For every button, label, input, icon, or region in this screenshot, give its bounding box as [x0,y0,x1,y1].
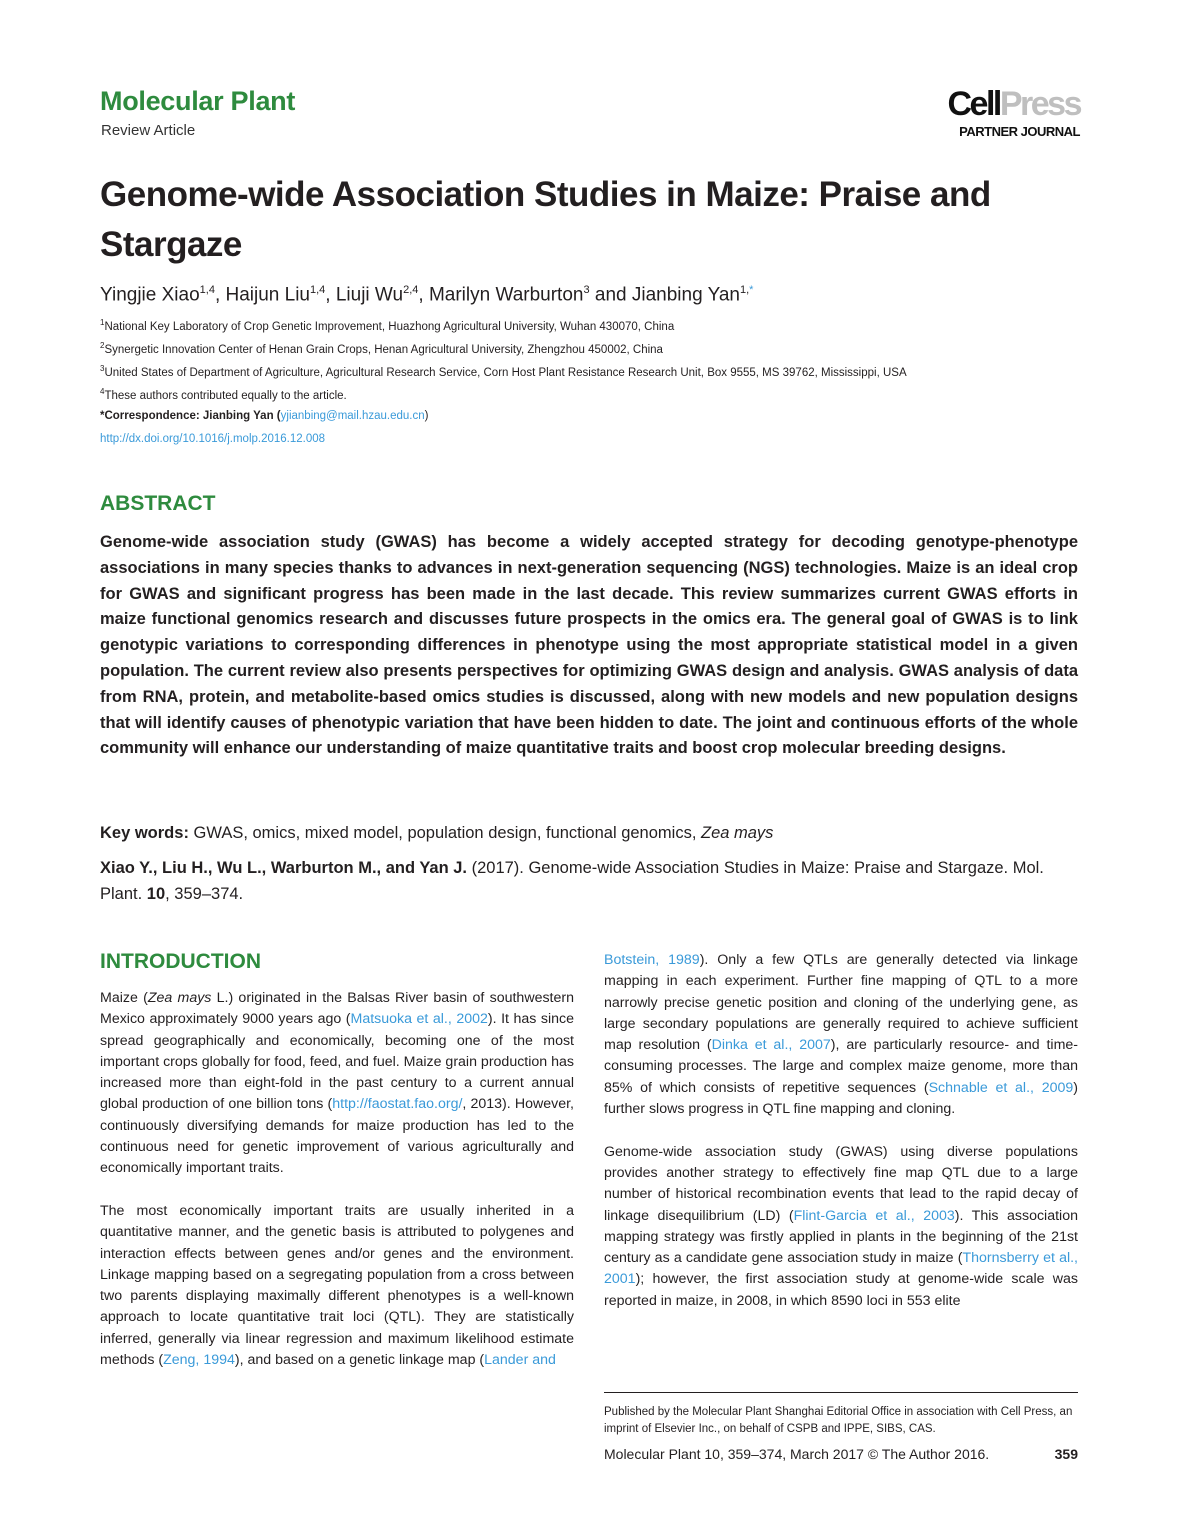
article-type: Review Article [101,122,196,139]
affiliation-2 [100,341,663,356]
body-text: ). Only a few QTLs are generally detected via linkage mapping in each experiment. Further fine mapping of QTL to a more narrowly precise genetic position and cloning of the underlying gene, as large secondary populations are generally required to achieve sufficient map resolution ( [604,952,1078,1054]
affiliation-text: These authors contributed equally to the article. [104,389,347,402]
affiliation-4 [100,387,347,402]
correspondence-symbol[interactable]: * [749,284,754,296]
author-separator: , [214,284,226,306]
reference-link[interactable]: Dinka et al., 2007 [711,1037,831,1054]
reference-link[interactable]: Thornsberry et al., 2001 [604,1250,1078,1288]
left-column [100,988,574,1371]
logo-text-press: Press [999,85,1080,123]
body-text: Maize ( [100,990,148,1006]
reference-link[interactable]: Lander and [484,1352,556,1369]
author-list [100,284,753,306]
author-affiliation-sup: 2,4 [403,284,419,296]
logo-subtitle: PARTNER JOURNAL [959,124,1080,139]
body-text: ), and based on a genetic linkage map ( [234,1352,485,1369]
body-text: ). This association mapping strategy was firstly applied in plants in the beginning of the 21st century as a candidate gene association study in maize ( [604,1207,1078,1267]
intro-paragraph [604,950,1078,1120]
body-text: L.) originated in the Balsas River basin of southwestern Mexico approximately 9000 years ago ( [100,990,574,1028]
correspondence [100,410,429,422]
author-separator: , [418,284,429,306]
keywords-italic: Zea mays [701,824,774,842]
affiliation-1 [100,318,674,333]
reference-link[interactable]: Schnable et al., 2009 [928,1079,1074,1096]
footnote-divider [604,1392,1078,1393]
correspondence-email-link[interactable]: yjianbing@mail.hzau.edu.cn [280,410,425,422]
author-affiliation-sup: 1, [739,284,750,296]
body-text: ); however, the first association study at genome-wide scale was reported in maize, in 2008, in which 8590 loci in 553 elite [604,1271,1078,1309]
author-name: Liuji Wu [335,284,404,306]
abstract-heading: ABSTRACT [100,492,216,515]
citation-authors: Xiao Y., Liu H., Wu L., Warburton M., and Yan J. [100,859,468,877]
author-affiliation-sup: 1,4 [199,284,215,296]
author-name: Marilyn Warburton [428,284,584,306]
affiliation-sup: 4 [100,387,105,396]
affiliation-sup: 2 [100,341,105,350]
body-text: ). It has since spread geographically and economically, becoming one of the most important crops globally for food, feed, and fuel. Maize grain production has increased more than eight-fold in the past century to a current annual global production of one billion tons ( [100,1011,574,1113]
author-name: Jianbing Yan [631,284,740,306]
author-name: Yingjie Xiao [100,284,200,306]
reference-link[interactable]: Botstein, 1989 [604,952,700,968]
author-affiliation-sup: 3 [583,284,590,296]
author-affiliation-sup: 1,4 [310,284,326,296]
affiliation-sup: 3 [100,364,105,373]
italic-text: Zea mays [147,990,212,1006]
doi-line [100,433,325,445]
intro-paragraph [604,1142,1078,1312]
introduction-heading: INTRODUCTION [100,950,261,973]
doi-link[interactable]: http://dx.doi.org/10.1016/j.molp.2016.12.008 [100,433,326,445]
affiliation-3 [100,364,907,379]
citation-text-1: (2017). Genome-wide Association Studies in Maize: Praise and Stargaze. Mol. Plant. [100,859,1044,903]
keywords [100,820,1078,846]
publisher-footnote: Published by the Molecular Plant Shanghai Editorial Office in association with Cell Press, an imprint of Elsevier Inc., on behalf of CSPB and IPPE, SIBS, CAS. [604,1406,1073,1435]
right-column [604,950,1078,1312]
citation [100,855,1078,907]
keywords-label: Key words: [100,824,189,842]
page-number: 359 [1054,1446,1078,1462]
page-footer [604,1446,1078,1462]
body-text: Genome-wide association study (GWAS) using diverse populations provides another strategy to effectively fine map QTL due to a large number of historical recombination events that lead to the rapid decay of linkage disequilibrium (LD) ( [604,1143,1078,1224]
reference-link[interactable]: Flint-Garcia et al., 2003 [793,1207,955,1224]
abstract-text: Genome-wide association study (GWAS) has become a widely accepted strategy for decoding genotype-phenotype associations in many species thanks to advances in next-generation sequencing (NGS) technologies. Maize is an ideal crop for GWAS and significant progress has been made in the last decade. This review summarizes current GWAS efforts in maize functional genomics research and discusses future prospects in the omics era. The general goal of GWAS is to link genotypic variations to corresponding differences in phenotype using the most appropriate statistical model in a given population. The current review also presents perspectives for optimizing GWAS design and analysis. GWAS analysis of data from RNA, protein, and metabolite-based omics studies is discussed, along with new models and new population designs that will identify causes of phenotypic variation that have been hidden to date. The joint and continuous efforts of the whole community will enhance our understanding of maize quantitative traits and boost crop molecular breeding designs. [100,533,1078,758]
citation-text-2: , 359–374. [165,885,244,903]
affiliation-text: National Key Laboratory of Crop Genetic Improvement, Huazhong Agricultural University, Wuhan 430070, China [104,320,675,333]
cell-press-logo [930,86,1080,142]
body-text: ) further slows progress in QTL fine mapping and cloning. [604,1079,1078,1118]
author-name: Haijun Liu [225,284,310,306]
affiliation-text: United States of Department of Agriculture, Agricultural Research Service, Corn Host Plant Resistance Research Unit, Box 9555, MS 39762, Mississippi, USA [104,366,907,379]
body-text: ), are particularly resource- and time-consuming processes. The large and complex maize genome, more than 85% of which consists of repetitive sequences ( [604,1037,1078,1096]
body-text: , 2013). However, continuously diversifying demands for maize production has led to the continuous need for genetic improvement of various agriculturally and economically important traits. [100,1096,574,1177]
body-text: The most economically important traits are usually inherited in a quantitative manner, and the genetic basis is attributed to polygenes and interaction effects between genes and/or genes and the environment. Linkage mapping based on a segregating population from a cross between two parents displaying maximally different phenotypes is a well-known approach to locate quantitative trait loci (QTL). They are statistically inferred, generally via linear regression and maximum likelihood estimate methods ( [100,1202,574,1369]
reference-link[interactable]: http://faostat.fao.org/ [332,1096,463,1113]
keywords-text: GWAS, omics, mixed model, population design, functional genomics, [188,824,701,842]
author-separator: and [589,284,632,306]
article-title: Genome-wide Association Studies in Maize: Praise and Stargaze [100,175,991,264]
reference-link[interactable]: Matsuoka et al., 2002 [350,1011,488,1028]
affiliation-text: Synergetic Innovation Center of Henan Grain Crops, Henan Agricultural University, Zhengzhou 450002, China [104,343,663,356]
correspondence-close: ) [424,410,429,422]
footer-text: Molecular Plant 10, 359–374, March 2017 © The Author 2016. [604,1446,990,1462]
intro-paragraph [100,1201,574,1371]
logo-text-cell: Cell [947,85,1000,123]
intro-paragraph [100,988,574,1180]
reference-link[interactable]: Zeng, 1994 [163,1352,235,1369]
affiliation-sup: 1 [100,318,105,327]
citation-volume: 10 [146,885,166,903]
author-separator: , [325,284,336,306]
journal-name: Molecular Plant [100,86,296,116]
correspondence-label: *Correspondence: Jianbing Yan ( [100,410,281,422]
